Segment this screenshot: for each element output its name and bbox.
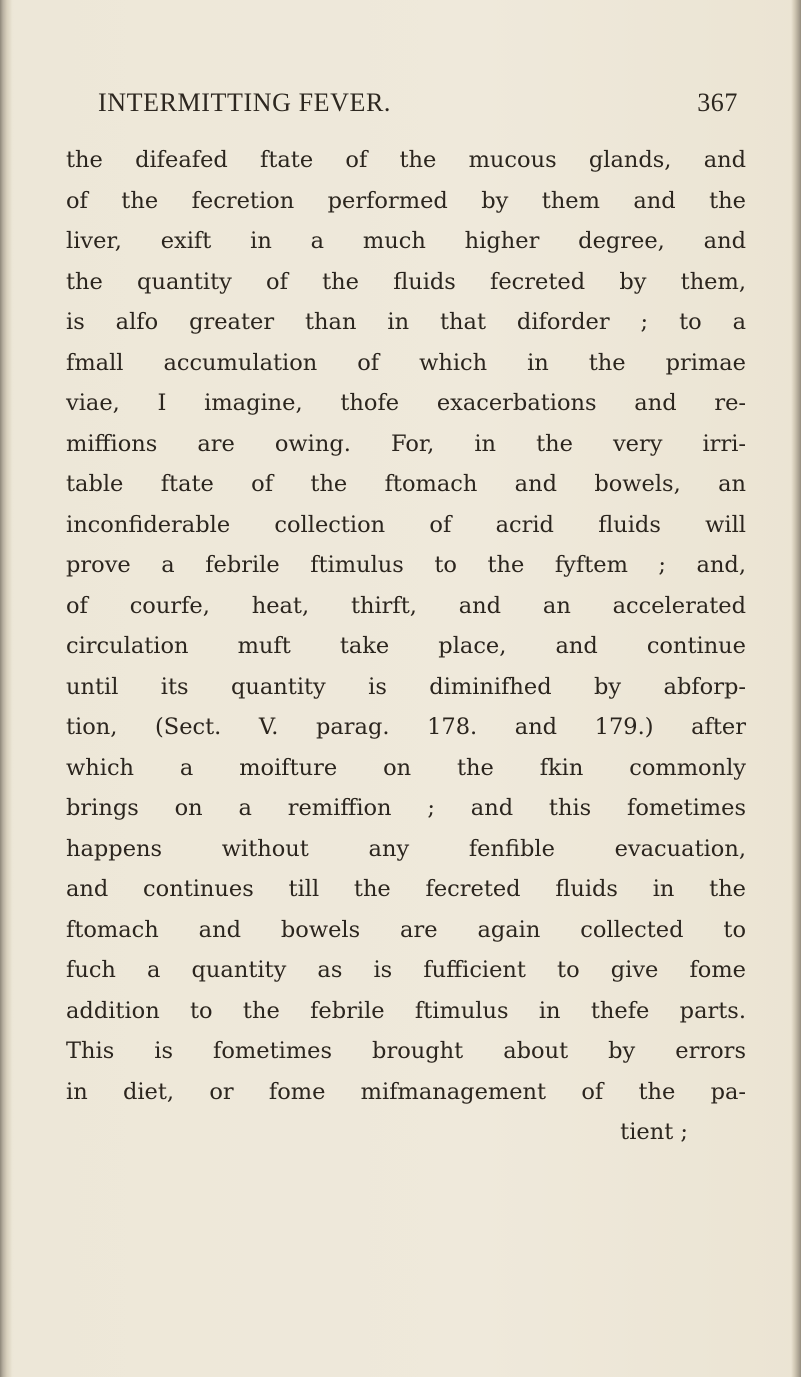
text-line: table ftate of the ftomach and bowels, an xyxy=(66,471,746,497)
text-line: This is fometimes brought about by errors xyxy=(66,1038,746,1064)
catchword: tient ; xyxy=(620,1119,688,1145)
body-text xyxy=(66,140,746,1153)
text-line: ftomach and bowels are again collected to xyxy=(66,916,746,943)
text-line: until its quantity is diminifhed by abforp- xyxy=(66,673,746,700)
text-line: miffions are owing. For, in the very irri- xyxy=(66,430,746,457)
text-line: the difeafed ftate of the mucous glands, and xyxy=(66,147,746,173)
text-line: in diet, or fome mifmanagement of the pa- xyxy=(66,1078,746,1105)
page-number: 367 xyxy=(697,88,738,117)
text-line: addition to the febrile ftimulus in thefe parts. xyxy=(66,997,746,1024)
text-line: the quantity of the fluids fecreted by them, xyxy=(66,268,746,295)
page-edge xyxy=(791,0,801,1377)
page-header xyxy=(98,88,738,132)
text-line: is alfo greater than in that diforder ; to a xyxy=(66,309,746,335)
text-line: liver, exift in a much higher degree, and xyxy=(66,228,746,254)
text-line: prove a febrile ftimulus to the fyftem ; and, xyxy=(66,552,746,578)
text-line: of the fecretion performed by them and the xyxy=(66,187,746,214)
text-line: happens without any fenfible evacuation, xyxy=(66,835,746,862)
text-line: and continues till the fecreted fluids in the xyxy=(66,876,746,902)
text-line: which a moifture on the fkin commonly xyxy=(66,754,746,781)
text-line: inconfiderable collection of acrid fluids will xyxy=(66,511,746,538)
text-line: viae, I imagine, thofe exacerbations and re- xyxy=(66,390,746,416)
running-head: INTERMITTING FEVER. xyxy=(98,88,392,117)
text-line: tion, (Sect. V. parag. 178. and 179.) after xyxy=(66,714,746,740)
binding-gutter xyxy=(0,0,12,1377)
text-line: circulation muft take place, and continue xyxy=(66,633,746,659)
text-line: of courfe, heat, thirft, and an accelerated xyxy=(66,592,746,619)
text-line: brings on a remiffion ; and this fometimes xyxy=(66,795,746,821)
text-line: fmall accumulation of which in the primae xyxy=(66,349,746,376)
text-line: fuch a quantity as is fufficient to give fome xyxy=(66,957,746,983)
